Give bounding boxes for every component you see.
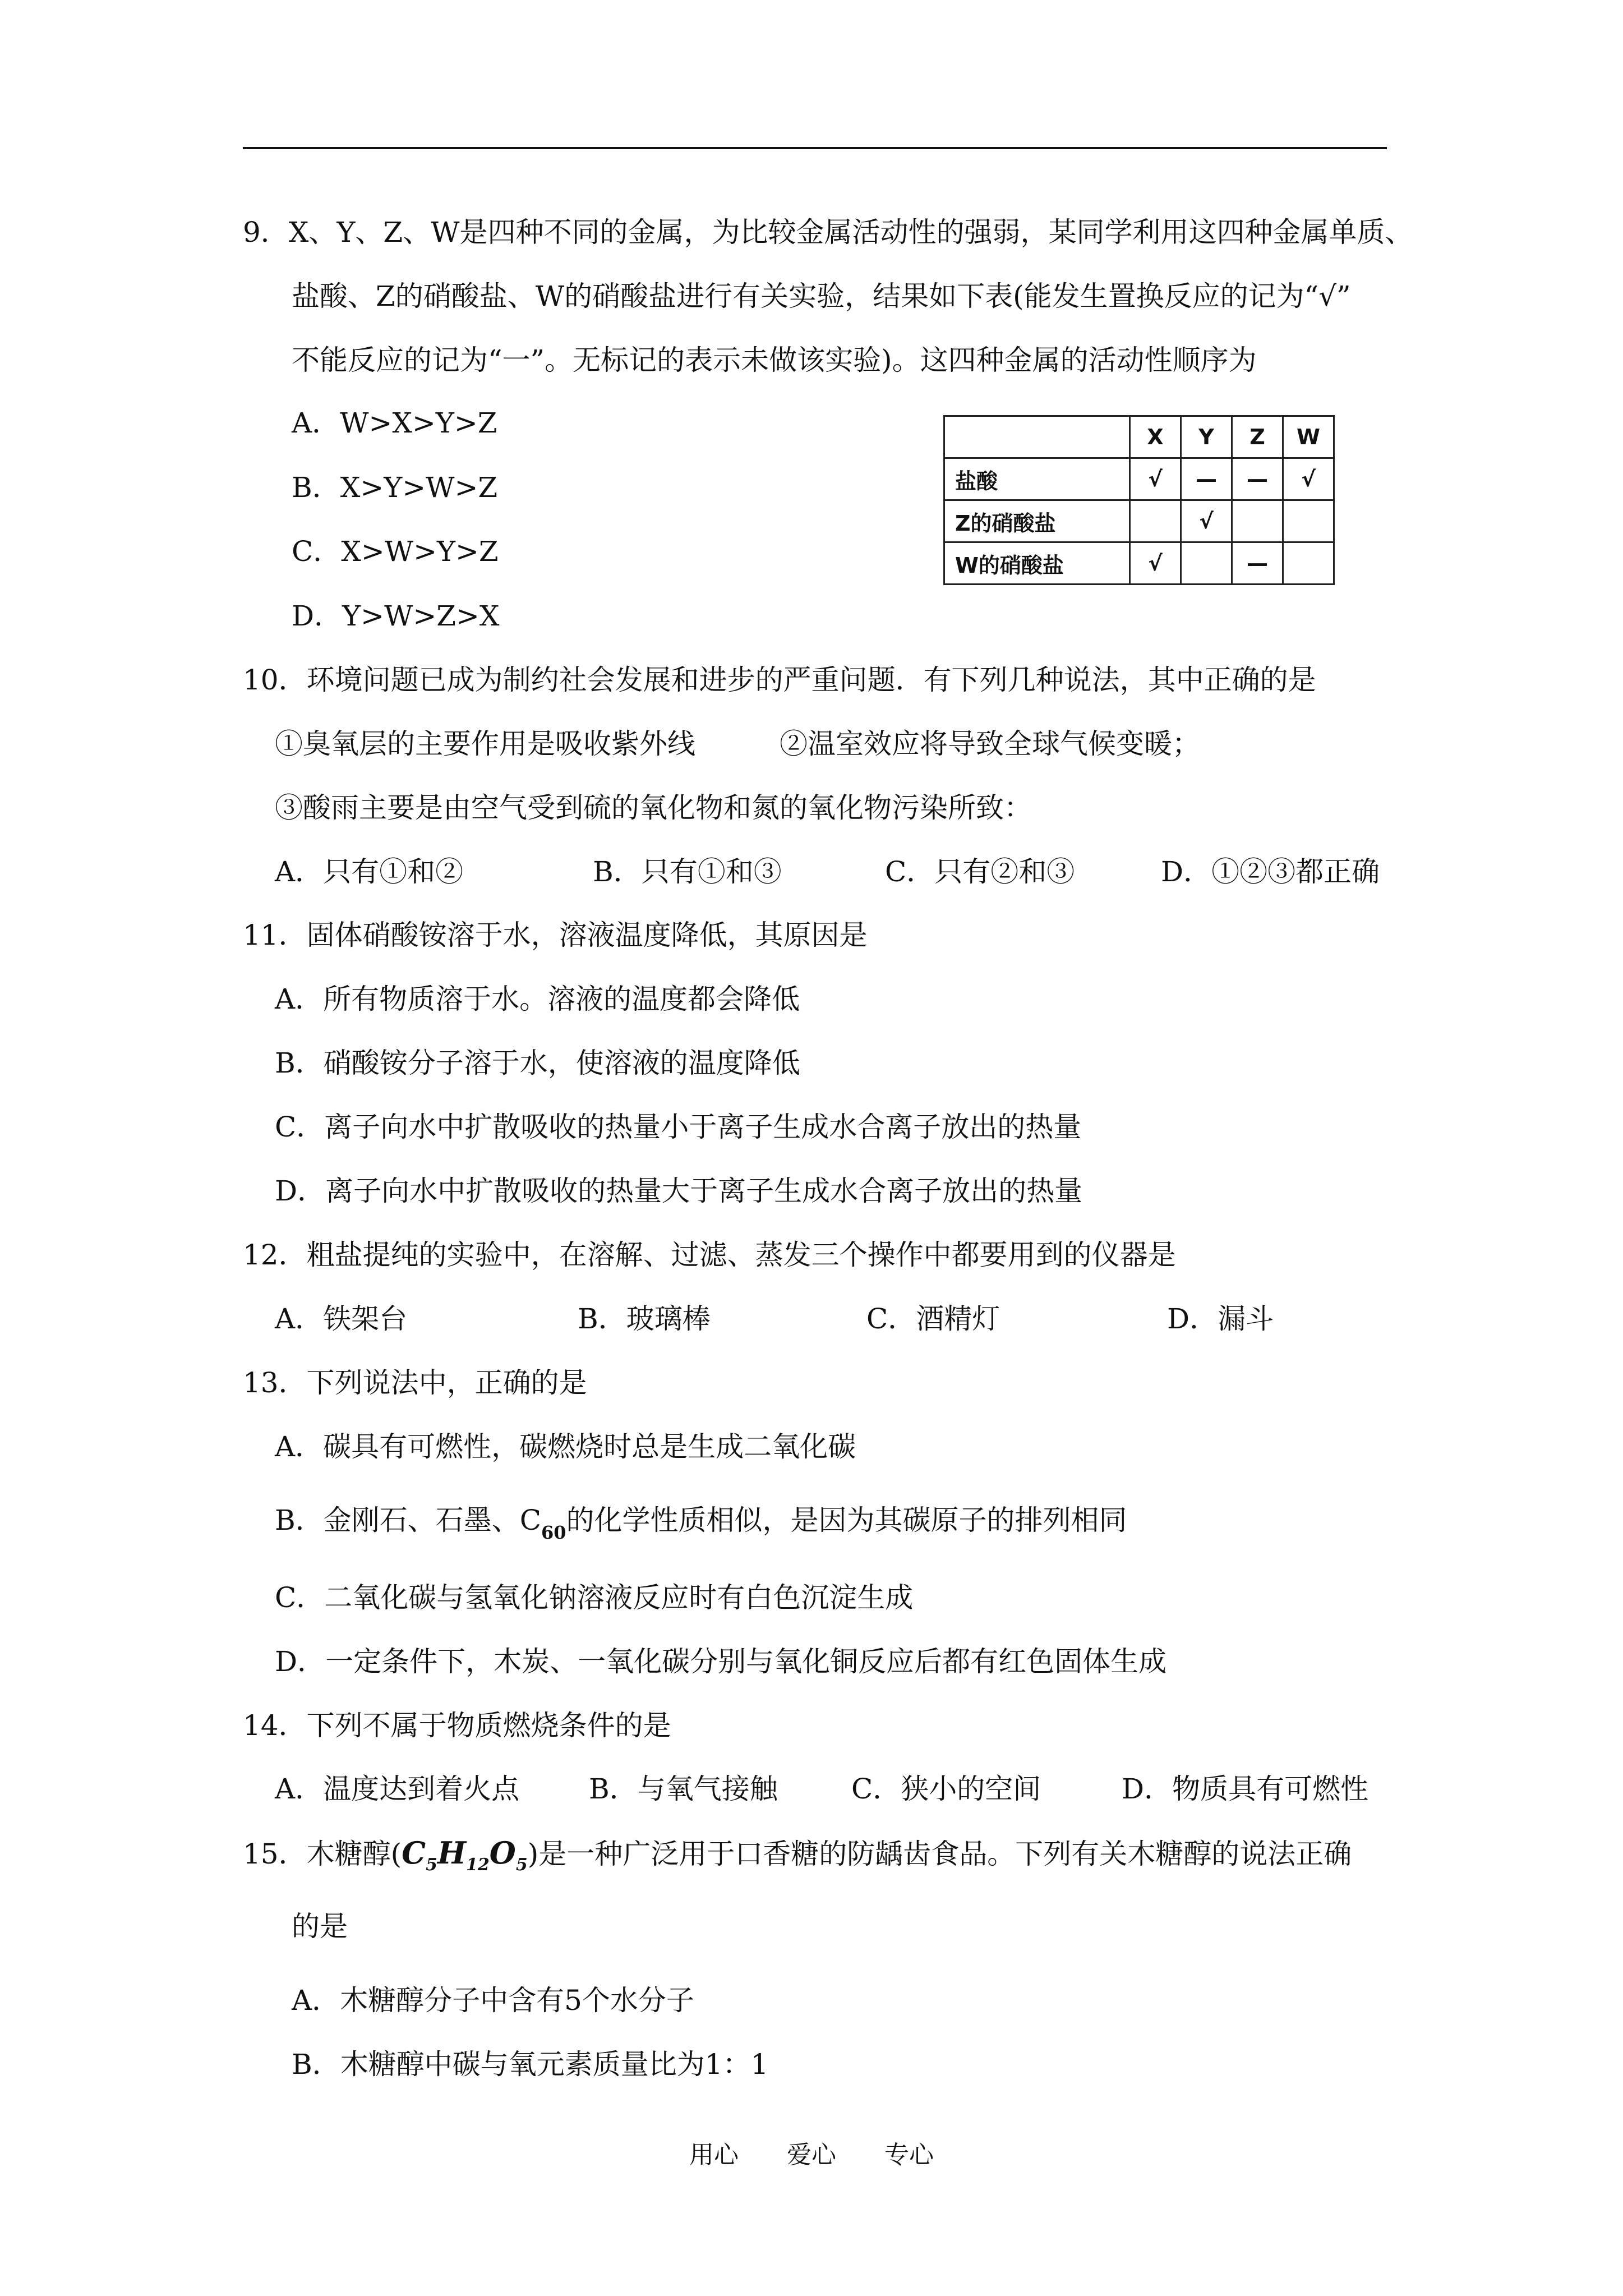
q11-option-a: A．所有物质溶于水。溶液的温度都会降低 [275, 983, 800, 1015]
q15-line-1 [243, 1835, 1352, 1883]
footer-word: 专心 [884, 2141, 934, 2169]
q10-statement-3: ③酸雨主要是由空气受到硫的氧化物和氮的氧化物污染所致： [275, 792, 1032, 824]
table-cell: 盐酸 [944, 458, 1130, 500]
q10-statement-1: ①臭氧层的主要作用是吸收紫外线 [275, 728, 695, 760]
header-rule [243, 147, 1387, 149]
q9-option-b: B．X>Y>W>Z [292, 471, 498, 504]
formula-o: O [489, 1835, 516, 1871]
table-cell: — [1181, 458, 1232, 500]
table-cell: — [1232, 458, 1283, 500]
q13-option-b [275, 1503, 1127, 1550]
table-row [944, 542, 1334, 585]
q12-option-b: B．玻璃棒 [578, 1303, 711, 1335]
table-cell [1181, 542, 1232, 585]
table-cell [1130, 500, 1181, 542]
q10-option-c: C．只有②和③ [885, 855, 1075, 888]
q13-option-d: D．一定条件下，木炭、一氧化碳分别与氧化铜反应后都有红色固体生成 [275, 1645, 1167, 1678]
q13-option-b-post: 的化学性质相似，是因为其碳原子的排列相同 [566, 1504, 1127, 1536]
q9-line-1: 9．X、Y、Z、W是四种不同的金属，为比较金属活动性的强弱，某同学利用这四种金属单质、 [243, 216, 1413, 249]
formula-c: C [402, 1835, 426, 1871]
table-cell [1232, 500, 1283, 542]
q15-option-b: B．木糖醇中碳与氧元素质量比为1：1 [292, 2048, 769, 2081]
table-cell: Z [1232, 416, 1283, 458]
reaction-table [943, 415, 1335, 585]
q15-option-a: A．木糖醇分子中含有5个水分子 [292, 1984, 694, 2017]
q9-option-a: A．W>X>Y>Z [292, 407, 497, 439]
table-cell: √ [1283, 458, 1334, 500]
q15-post: )是一种广泛用于口香糖的防龋齿食品。下列有关木糖醇的说法正确 [527, 1838, 1352, 1870]
table-cell: Z的硝酸盐 [944, 500, 1130, 542]
table-cell: √ [1130, 542, 1181, 585]
table-cell: W [1283, 416, 1334, 458]
q14-option-b: B．与氧气接触 [589, 1773, 778, 1805]
formula-sub: 5 [515, 1855, 528, 1875]
q14-option-c: C．狭小的空间 [851, 1773, 1041, 1805]
q10-option-d: D．①②③都正确 [1161, 855, 1380, 888]
q13-line-1: 13．下列说法中，正确的是 [243, 1366, 587, 1399]
q11-line-1: 11．固体硝酸铵溶于水，溶液温度降低，其原因是 [243, 919, 868, 951]
q13-option-b-pre: B．金刚石、石墨、C [275, 1504, 541, 1536]
q9-line-2: 盐酸、Z的硝酸盐、W的硝酸盐进行有关实验，结果如下表(能发生置换反应的记为“√” [292, 280, 1351, 312]
table-cell [944, 416, 1130, 458]
q15-line-2: 的是 [292, 1910, 348, 1943]
table-cell: √ [1130, 458, 1181, 500]
footer-word: 用心 [689, 2141, 739, 2169]
q12-option-d: D．漏斗 [1167, 1303, 1274, 1335]
q13-option-c: C．二氧化碳与氢氧化钠溶液反应时有白色沉淀生成 [275, 1581, 914, 1614]
q11-option-c: C．离子向水中扩散吸收的热量小于离子生成水合离子放出的热量 [275, 1111, 1082, 1143]
table-cell: X [1130, 416, 1181, 458]
q9-option-d: D．Y>W>Z>X [292, 600, 500, 632]
table-row [944, 458, 1334, 500]
q15-pre: 15．木糖醇( [243, 1838, 402, 1870]
formula-sub: 5 [426, 1855, 437, 1875]
q13-option-b-subscript: 60 [541, 1522, 566, 1543]
q10-option-b: B．只有①和③ [593, 855, 782, 888]
q11-option-b: B．硝酸铵分子溶于水，使溶液的温度降低 [275, 1047, 800, 1079]
table-cell [1283, 500, 1334, 542]
formula-h: H [437, 1835, 467, 1871]
page-footer [0, 2134, 1623, 2170]
xylitol-formula [402, 1835, 528, 1875]
table-header-row [944, 416, 1334, 458]
q14-option-d: D．物质具有可燃性 [1122, 1773, 1369, 1805]
q11-option-d: D．离子向水中扩散吸收的热量大于离子生成水合离子放出的热量 [275, 1175, 1083, 1207]
table-cell [1283, 542, 1334, 585]
q12-option-c: C．酒精灯 [866, 1303, 1000, 1335]
q12-option-a: A．铁架台 [275, 1303, 408, 1335]
formula-sub: 12 [466, 1855, 490, 1875]
q9-option-c: C．X>W>Y>Z [292, 535, 499, 568]
table-cell: Y [1181, 416, 1232, 458]
q9-line-3: 不能反应的记为“一”。无标记的表示未做该实验)。这四种金属的活动性顺序为 [292, 344, 1257, 376]
table-cell: √ [1181, 500, 1232, 542]
table-row [944, 500, 1334, 542]
q14-line-1: 14．下列不属于物质燃烧条件的是 [243, 1709, 671, 1742]
table-cell: W的硝酸盐 [944, 542, 1130, 585]
footer-word: 爱心 [787, 2141, 836, 2169]
q10-option-a: A．只有①和② [275, 855, 464, 888]
q10-line-1: 10．环境问题已成为制约社会发展和进步的严重问题．有下列几种说法，其中正确的是 [243, 664, 1316, 696]
q14-option-a: A．温度达到着火点 [275, 1773, 520, 1805]
q13-option-a: A．碳具有可燃性，碳燃烧时总是生成二氧化碳 [275, 1430, 856, 1463]
q12-line-1: 12．粗盐提纯的实验中，在溶解、过滤、蒸发三个操作中都要用到的仪器是 [243, 1239, 1176, 1271]
table-cell: — [1232, 542, 1283, 585]
q10-statement-2: ②温室效应将导致全球气候变暖； [780, 728, 1200, 760]
